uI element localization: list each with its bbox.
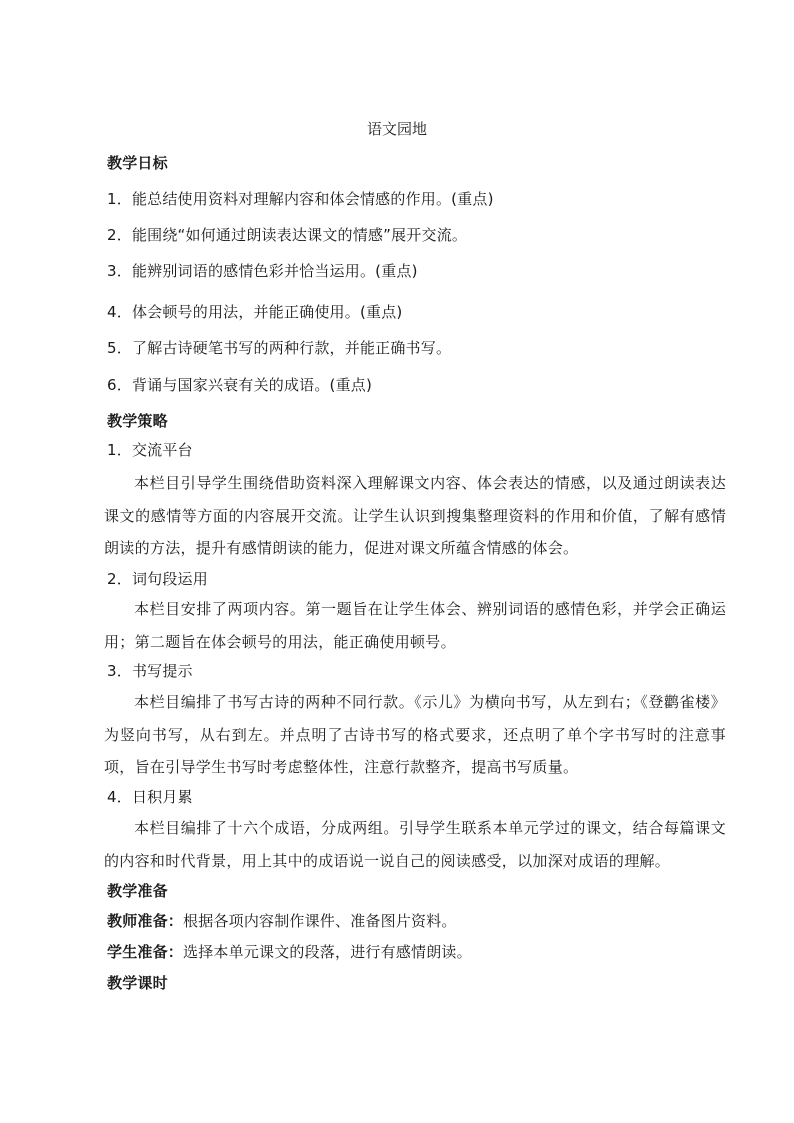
student-prep-text: 选择本单元课文的段落，进行有感情朗读。 <box>183 943 472 961</box>
strategy-heading: 教学策略 <box>107 412 168 430</box>
strategy-4-label: 4．日积月累 <box>107 788 193 806</box>
goal-item-1: 1．能总结使用资料对理解内容和体会情感的作用。(重点) <box>107 190 494 208</box>
goal-item-2: 2．能围绕“如何通过朗读表达课文的情感”展开交流。 <box>107 226 468 244</box>
strategy-4-text: 本栏目编排了十六个成语，分成两组。引导学生联系本单元学过的课文，结合每篇课文的内容和时代背景，用上其中的成语说一说自己的阅读感受，以加深对成语的理解。 <box>104 819 726 870</box>
goal-item-5: 5．了解古诗硬笔书写的两种行款，并能正确书写。 <box>107 339 452 357</box>
student-prep <box>107 942 727 962</box>
teacher-prep-text: 根据各项内容制作课件、准备图片资料。 <box>183 912 457 930</box>
strategy-3-text: 本栏目编排了书写古诗的两种不同行款。《示儿》为横向书写，从左到右；《登鹳雀楼》为竖向书写，从右到左。并点明了古诗书写的格式要求，还点明了单个字书写时的注意事项，旨在引导学生书写时考虑整体性，注意行款整齐，提高书写质量。 <box>104 693 726 776</box>
teacher-prep <box>107 911 727 931</box>
goal-item-6: 6．背诵与国家兴衰有关的成语。(重点) <box>107 376 373 394</box>
strategy-2-label: 2．词句段运用 <box>107 570 208 588</box>
teacher-prep-label: 教师准备： <box>107 912 184 930</box>
strategy-1-label: 1．交流平台 <box>107 441 193 459</box>
page-title: 语文园地 <box>366 120 427 138</box>
goal-item-4: 4．体会顿号的用法，并能正确使用。(重点) <box>107 303 403 321</box>
strategy-1-text: 本栏目引导学生围绕借助资料深入理解课文内容、体会表达的情感，以及通过朗读表达课文的感情等方面的内容展开交流。让学生认识到搜集整理资料的作用和价值，了解有感情朗读的方法，提升有感情朗读的能力，促进对课文所蕴含情感的体会。 <box>104 474 726 557</box>
goals-heading: 教学日标 <box>107 154 168 172</box>
prep-heading: 教学准备 <box>107 882 168 900</box>
goal-item-3: 3．能辨别词语的感情色彩并恰当运用。(重点) <box>107 262 418 280</box>
hours-heading: 教学课时 <box>107 974 168 992</box>
student-prep-label: 学生准备： <box>107 943 184 961</box>
strategy-2-text: 本栏目安排了两项内容。第一题旨在让学生体会、辨别词语的感情色彩，并学会正确运用；第二题旨在体会顿号的用法，能正确使用顿号。 <box>104 600 726 651</box>
strategy-3-label: 3．书写提示 <box>107 662 193 680</box>
